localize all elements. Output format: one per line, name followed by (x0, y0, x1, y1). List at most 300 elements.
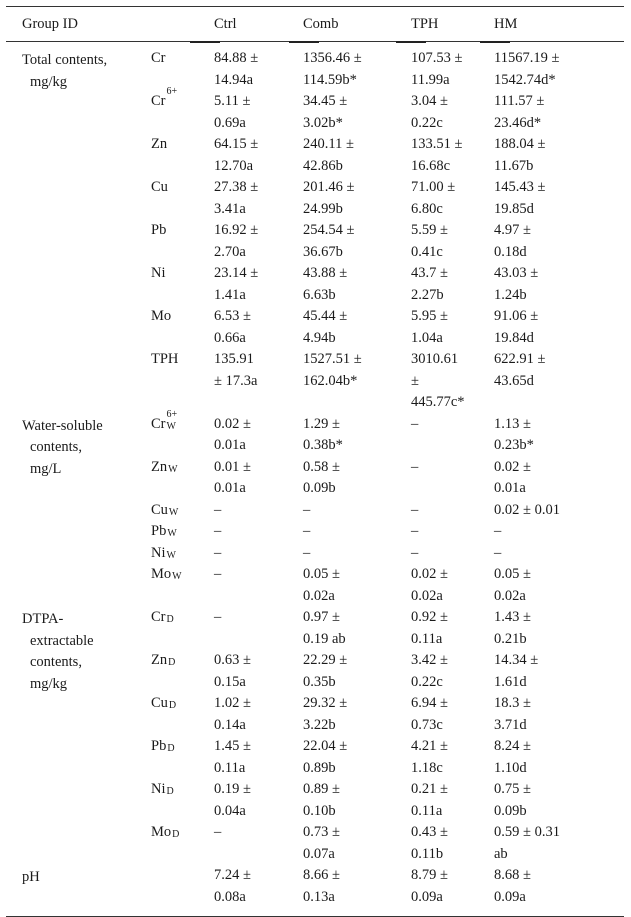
cell-value-line: 0.01 ± (214, 458, 251, 475)
cell-hm (494, 736, 624, 779)
section-label (6, 607, 151, 865)
element-symbol: Mo (151, 824, 172, 840)
element-label (151, 865, 214, 908)
cell-value-line: 0.21b (494, 630, 527, 647)
cell-value-line: 0.11b (411, 845, 444, 862)
cell-value-line: 18.3 ± (494, 695, 531, 711)
cell-ctrl (214, 564, 303, 607)
cell-value-line: 0.73c (411, 716, 443, 733)
cell-value-line: 14.34 ± (494, 652, 539, 668)
element-label (151, 500, 214, 522)
element-subscript: W (168, 463, 178, 475)
cell-value-line: 0.22c (411, 114, 443, 131)
cell-value-line: 1.29 ± (303, 415, 340, 432)
cell-value-line: 0.19 ± (214, 781, 251, 797)
table-row (151, 779, 624, 822)
cell-value-line: 1.18c (411, 759, 443, 776)
cell-value-line: 36.67b (303, 243, 343, 260)
element-symbol: TPH (151, 351, 179, 367)
cell-value-line: 3.41a (214, 200, 246, 217)
element-indices (166, 783, 180, 797)
cell-comb (303, 693, 411, 736)
cell-value-line: – (214, 609, 222, 625)
element-symbol: Ni (151, 544, 166, 561)
cell-value-line: 43.88 ± (303, 265, 348, 281)
cell-value-line: 0.63 ± (214, 652, 251, 668)
element-subscript: W (166, 549, 176, 561)
cell-value-line: 8.66 ± (303, 867, 340, 883)
cell-value-line: ab (494, 845, 508, 862)
cell-comb (303, 822, 411, 865)
cell-value-line: 0.01a (214, 437, 246, 453)
cell-ctrl (214, 414, 303, 457)
cell-ctrl (214, 177, 303, 220)
element-indices (171, 568, 185, 582)
cell-value-line: 0.13a (303, 888, 335, 905)
cell-ctrl (214, 349, 303, 414)
cell-value-line: 0.38b* (303, 437, 343, 453)
cell-value-line: 107.53 ± (411, 50, 463, 66)
cell-hm (494, 220, 624, 263)
element-label (151, 177, 214, 220)
element-symbol: Zn (151, 458, 168, 475)
table-row (151, 220, 624, 263)
cell-value-line: 71.00 ± (411, 179, 456, 195)
cell-value-line: 5.11 ± (214, 93, 251, 109)
section-label-line: mg/kg (30, 73, 68, 90)
cell-hm (494, 521, 624, 543)
table-row (151, 607, 624, 650)
table-row (151, 521, 624, 543)
table-section (6, 607, 624, 865)
cell-tph (411, 564, 494, 607)
element-indices (166, 740, 180, 754)
cell-tph (411, 650, 494, 693)
cell-comb (303, 543, 411, 565)
cell-value-line: 254.54 ± (303, 222, 355, 238)
cell-value-line: 135.91 (214, 351, 254, 367)
cell-value-line: 1.10d (494, 759, 527, 776)
cell-value-line: 0.89b (303, 759, 336, 776)
element-indices (166, 611, 180, 625)
cell-value-line: 5.95 ± (411, 308, 448, 324)
section-label-line: Water-soluble (22, 417, 103, 434)
cell-comb (303, 779, 411, 822)
cell-value-line: 16.92 ± (214, 222, 259, 238)
table-row (151, 564, 624, 607)
cell-value-line: 114.59b* (303, 71, 357, 88)
table-row (151, 177, 624, 220)
section-label-line: extractable (30, 632, 94, 649)
cell-value-line: 0.69a (214, 114, 246, 131)
cell-value-line: 19.85d (494, 200, 534, 217)
section-label-line: mg/L (30, 460, 62, 477)
cell-hm (494, 177, 624, 220)
cell-value-line: 145.43 ± (494, 179, 546, 195)
cell-value-line: – (214, 523, 222, 539)
cell-value-line: 27.38 ± (214, 179, 259, 195)
cell-tph (411, 500, 494, 522)
cell-hm (494, 306, 624, 349)
table-row (151, 134, 624, 177)
cell-value-line: 0.15a (214, 673, 246, 690)
cell-value-line: 22.04 ± (303, 738, 348, 754)
cell-value-line: 0.59 ± 0.31 (494, 824, 560, 840)
cell-value-line: – (214, 566, 222, 582)
cell-value-line: 0.73 ± (303, 824, 340, 840)
header-ctrl: Ctrl (214, 15, 237, 32)
element-symbol: Cr (151, 50, 166, 66)
element-symbol: Ni (151, 265, 166, 281)
element-label (151, 349, 214, 414)
cell-tph (411, 693, 494, 736)
element-label (151, 607, 214, 650)
cell-value-line: 201.46 ± (303, 179, 355, 195)
cell-comb (303, 134, 411, 177)
table-row (151, 500, 624, 522)
table-row (151, 306, 624, 349)
cell-hm (494, 779, 624, 822)
table-row (151, 457, 624, 500)
cell-value-line: 1.24b (494, 286, 527, 303)
cell-value-line: 1.61d (494, 673, 527, 690)
table-section (6, 865, 624, 908)
cell-value-line: 1.45 ± (214, 738, 251, 754)
cell-value-line: 1.43 ± (494, 609, 531, 625)
table-row (151, 693, 624, 736)
cell-value-line: 0.89 ± (303, 781, 340, 797)
cell-hm (494, 91, 624, 134)
element-subscript: D (167, 743, 175, 754)
element-label (151, 736, 214, 779)
cell-value-line: 12.70a (214, 157, 254, 174)
cell-tph (411, 306, 494, 349)
cell-value-line: 29.32 ± (303, 695, 348, 711)
cell-value-line: 0.92 ± (411, 609, 448, 625)
element-symbol: Cu (151, 501, 168, 518)
cell-comb (303, 650, 411, 693)
cell-value-line: 1.04a (411, 329, 443, 346)
cell-comb (303, 736, 411, 779)
cell-value-line: 0.02 ± 0.01 (494, 501, 560, 518)
cell-value-line: 0.35b (303, 673, 336, 690)
cell-value-line: 188.04 ± (494, 136, 546, 152)
cell-value-line: 0.09b (494, 802, 527, 819)
cell-value-line: 445.77c* (411, 394, 465, 410)
cell-value-line: 3.02b* (303, 114, 343, 131)
element-symbol: Pb (151, 738, 167, 754)
cell-value-line: ± 17.3a (214, 372, 258, 389)
header-rule-mark (190, 41, 220, 44)
cell-value-line: 622.91 ± (494, 351, 546, 367)
cell-value-line: 7.24 ± (214, 867, 251, 883)
cell-value-line: – (214, 824, 222, 840)
cell-value-line: – (411, 415, 419, 432)
cell-hm (494, 500, 624, 522)
cell-value-line: 84.88 ± (214, 50, 259, 66)
cell-value-line: 0.07a (303, 845, 335, 862)
cell-value-line: – (411, 544, 419, 561)
cell-value-line: 6.63b (303, 286, 336, 303)
cell-value-line: 133.51 ± (411, 136, 463, 152)
cell-value-line: 64.15 ± (214, 136, 259, 152)
cell-value-line: 0.09a (411, 888, 443, 905)
cell-value-line: 0.09a (494, 888, 526, 905)
cell-value-line: 8.68 ± (494, 867, 531, 883)
element-symbol: Cu (151, 695, 168, 711)
element-symbol: Zn (151, 652, 168, 668)
table-row (151, 263, 624, 306)
cell-value-line: 0.02 ± (494, 458, 531, 475)
cell-value-line: 0.09b (303, 480, 336, 496)
cell-tph (411, 865, 494, 908)
cell-value-line: 1.41a (214, 286, 246, 303)
element-symbol: Zn (151, 136, 168, 152)
cell-value-line: 0.22c (411, 673, 443, 690)
cell-ctrl (214, 521, 303, 543)
cell-ctrl (214, 500, 303, 522)
cell-value-line: 3010.61 (411, 351, 459, 367)
element-indices (166, 86, 180, 105)
element-superscript: 6+ (166, 86, 178, 97)
cell-ctrl (214, 543, 303, 565)
cell-ctrl (214, 865, 303, 908)
table-row (151, 865, 624, 908)
cell-value-line: 2.70a (214, 243, 246, 260)
table-row (151, 736, 624, 779)
cell-tph (411, 822, 494, 865)
element-indices (167, 654, 181, 668)
cell-value-line: 6.94 ± (411, 695, 448, 711)
element-indices (171, 826, 185, 840)
cell-value-line: 4.97 ± (494, 222, 531, 238)
cell-hm (494, 457, 624, 500)
cell-value-line: 2.27b (411, 286, 444, 303)
header-rule-mark (396, 41, 426, 44)
table-row (151, 48, 624, 91)
element-indices (166, 547, 180, 561)
cell-comb (303, 500, 411, 522)
cell-value-line: 16.68c (411, 157, 451, 174)
section-label-line: DTPA- (22, 611, 64, 627)
cell-value-line: – (494, 544, 502, 561)
element-subscript: D (172, 829, 180, 840)
table-row (151, 543, 624, 565)
element-label (151, 306, 214, 349)
element-subscript: D (166, 786, 174, 797)
cell-value-line: 0.05 ± (303, 566, 340, 582)
section-label-line: mg/kg (30, 675, 68, 692)
element-label (151, 48, 214, 91)
element-label (151, 263, 214, 306)
cell-value-line: 0.66a (214, 329, 246, 346)
cell-value-line: 3.04 ± (411, 93, 448, 109)
cell-comb (303, 521, 411, 543)
cell-tph (411, 607, 494, 650)
cell-comb (303, 177, 411, 220)
cell-value-line: – (303, 523, 311, 539)
cell-hm (494, 48, 624, 91)
element-symbol: Pb (151, 523, 167, 539)
cell-tph (411, 736, 494, 779)
cell-comb (303, 306, 411, 349)
cell-hm (494, 414, 624, 457)
cell-value-line: 45.44 ± (303, 308, 348, 324)
cell-comb (303, 48, 411, 91)
cell-hm (494, 650, 624, 693)
cell-hm (494, 822, 624, 865)
cell-value-line: 0.43 ± (411, 824, 448, 840)
cell-value-line: – (214, 501, 222, 518)
cell-value-line: 0.14a (214, 716, 246, 733)
header-tph: TPH (411, 15, 439, 32)
cell-value-line: 240.11 ± (303, 136, 354, 152)
cell-value-line: 0.02 ± (411, 566, 448, 582)
cell-value-line: 4.94b (303, 329, 336, 346)
cell-value-line: 0.01a (494, 480, 526, 496)
cell-value-line: 0.02 ± (214, 415, 251, 432)
data-table (6, 6, 624, 917)
section-label (6, 48, 151, 414)
cell-value-line: 1.13 ± (494, 415, 531, 432)
element-label (151, 457, 214, 500)
cell-value-line: 162.04b* (303, 372, 358, 389)
cell-value-line: 0.05 ± (494, 566, 531, 582)
cell-tph (411, 414, 494, 457)
cell-tph (411, 779, 494, 822)
cell-value-line: 24.99b (303, 200, 343, 217)
cell-value-line: 0.19 ab (303, 630, 346, 647)
cell-value-line: 23.46d* (494, 114, 542, 131)
element-superscript: 6+ (166, 408, 178, 420)
element-label (151, 779, 214, 822)
cell-value-line: 0.18d (494, 243, 527, 260)
element-symbol: Cu (151, 179, 168, 195)
cell-value-line: 0.11a (214, 759, 246, 776)
cell-comb (303, 263, 411, 306)
table-row (151, 86, 624, 134)
cell-hm (494, 134, 624, 177)
element-symbol: Cr (151, 93, 166, 109)
cell-value-line: 11.99a (411, 71, 450, 88)
element-label (151, 134, 214, 177)
cell-value-line: 0.75 ± (494, 781, 531, 797)
cell-value-line: 0.04a (214, 802, 246, 819)
cell-value-line: 22.29 ± (303, 652, 348, 668)
cell-ctrl (214, 822, 303, 865)
cell-hm (494, 564, 624, 607)
header-rule-mark (480, 41, 510, 44)
cell-value-line: 19.84d (494, 329, 534, 346)
cell-ctrl (214, 91, 303, 134)
section-label-line: contents, (30, 654, 82, 670)
cell-ctrl (214, 48, 303, 91)
cell-hm (494, 865, 624, 908)
cell-comb (303, 349, 411, 414)
cell-value-line: 1542.74d* (494, 71, 556, 88)
cell-tph (411, 349, 494, 414)
element-label (151, 693, 214, 736)
cell-ctrl (214, 607, 303, 650)
cell-value-line: 8.24 ± (494, 738, 531, 754)
cell-value-line: 11.67b (494, 157, 534, 174)
cell-value-line: 0.11a (411, 630, 443, 647)
cell-value-line: 6.80c (411, 200, 443, 217)
cell-value-line: – (214, 544, 222, 561)
cell-tph (411, 48, 494, 91)
element-symbol: Ni (151, 781, 166, 797)
cell-hm (494, 263, 624, 306)
section-label (6, 414, 151, 608)
cell-value-line: 0.58 ± (303, 458, 340, 475)
cell-comb (303, 607, 411, 650)
cell-ctrl (214, 457, 303, 500)
element-subscript: W (166, 420, 176, 432)
cell-value-line: 4.21 ± (411, 738, 448, 754)
cell-ctrl (214, 736, 303, 779)
cell-value-line: 0.41c (411, 243, 443, 260)
element-label (151, 822, 214, 865)
cell-comb (303, 91, 411, 134)
cell-value-line: 6.53 ± (214, 308, 251, 324)
cell-value-line: – (303, 544, 311, 561)
header-row (6, 7, 624, 41)
cell-value-line: 0.11a (411, 802, 443, 819)
cell-tph (411, 543, 494, 565)
cell-value-line: 0.08a (214, 888, 246, 905)
element-symbol: Mo (151, 566, 172, 582)
cell-tph (411, 177, 494, 220)
cell-value-line: 3.22b (303, 716, 336, 733)
element-label (151, 543, 214, 565)
cell-value-line: 0.02a (494, 587, 526, 604)
element-label (151, 650, 214, 693)
cell-comb (303, 220, 411, 263)
table-section (6, 48, 624, 414)
cell-value-line: 111.57 ± (494, 93, 545, 109)
cell-value-line: 43.65d (494, 372, 534, 389)
cell-ctrl (214, 263, 303, 306)
cell-value-line: 0.02a (303, 587, 335, 604)
cell-value-line: 34.45 ± (303, 93, 348, 109)
cell-value-line: – (494, 523, 502, 539)
cell-value-line: – (303, 501, 311, 518)
cell-value-line: 0.10b (303, 802, 336, 819)
element-label (151, 86, 214, 134)
element-label (151, 521, 214, 543)
cell-value-line: 14.94a (214, 71, 254, 88)
cell-ctrl (214, 779, 303, 822)
cell-value-line: – (411, 501, 419, 518)
element-indices (168, 504, 182, 518)
cell-value-line: 0.02a (411, 587, 443, 604)
cell-value-line: 3.42 ± (411, 652, 448, 668)
cell-value-line: 1356.46 ± (303, 50, 362, 66)
cell-comb (303, 865, 411, 908)
cell-tph (411, 220, 494, 263)
cell-value-line: 0.01a (214, 480, 246, 496)
cell-value-line: 5.59 ± (411, 222, 448, 238)
element-indices (168, 697, 182, 711)
table-body (6, 42, 624, 908)
table-row (151, 408, 624, 457)
element-symbol: Cr (151, 609, 166, 625)
element-indices (166, 525, 180, 539)
element-subscript: W (172, 571, 182, 582)
cell-ctrl (214, 134, 303, 177)
cell-value-line: 8.79 ± (411, 867, 448, 883)
element-subscript: W (168, 506, 179, 518)
